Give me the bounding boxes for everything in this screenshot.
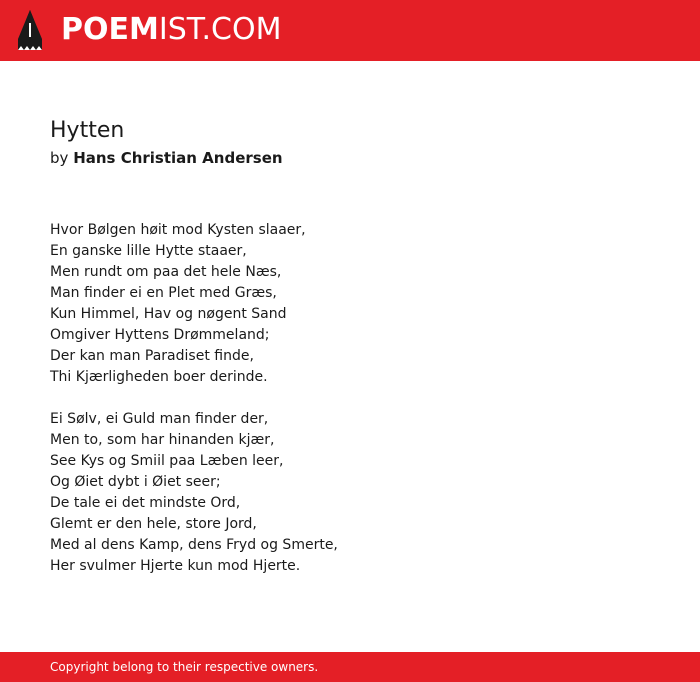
site-header [0,0,700,61]
site-footer [0,652,700,682]
byline [50,146,650,170]
poem-line: Kun Himmel, Hav og nøgent Sand [50,306,287,322]
poem-line: Man finder ei en Plet med Græs, [50,285,277,301]
poem-line: Hvor Bølgen høit mod Kysten slaaer, [50,222,306,238]
poem-line: De tale ei det mindste Ord, [50,495,241,511]
poem-line: See Kys og Smiil paa Læben leer, [50,453,284,469]
stanza [50,409,650,577]
poem-line: Der kan man Paradiset finde, [50,348,254,364]
poem-line: Og Øiet dybt i Øiet seer; [50,474,221,490]
site-logo[interactable] [61,12,281,48]
copyright-text: Copyright belong to their respective owners. [50,660,319,674]
poem-line: Men to, som har hinanden kjær, [50,432,275,448]
poem-content [50,116,650,598]
poem-line: Her svulmer Hjerte kun mod Hjerte. [50,558,301,574]
poem-line: Thi Kjærligheden boer derinde. [50,369,268,385]
author-name[interactable]: Hans Christian Andersen [73,149,283,167]
poem-line: Ei Sølv, ei Guld man finder der, [50,411,269,427]
pencil-icon[interactable] [17,9,43,52]
poem-body [50,220,650,577]
stanza [50,220,650,388]
poem-line: Omgiver Hyttens Drømmeland; [50,327,270,343]
poem-line: En ganske lille Hytte staaer, [50,243,247,259]
logo-light-text: IST.COM [158,12,282,47]
poem-title: Hytten [50,118,125,143]
poem-line: Men rundt om paa det hele Næs, [50,264,282,280]
poem-line: Med al dens Kamp, dens Fryd og Smerte, [50,537,338,553]
byline-prefix: by [50,149,69,167]
logo-bold-text: POEM [61,12,159,47]
poem-line: Glemt er den hele, store Jord, [50,516,257,532]
